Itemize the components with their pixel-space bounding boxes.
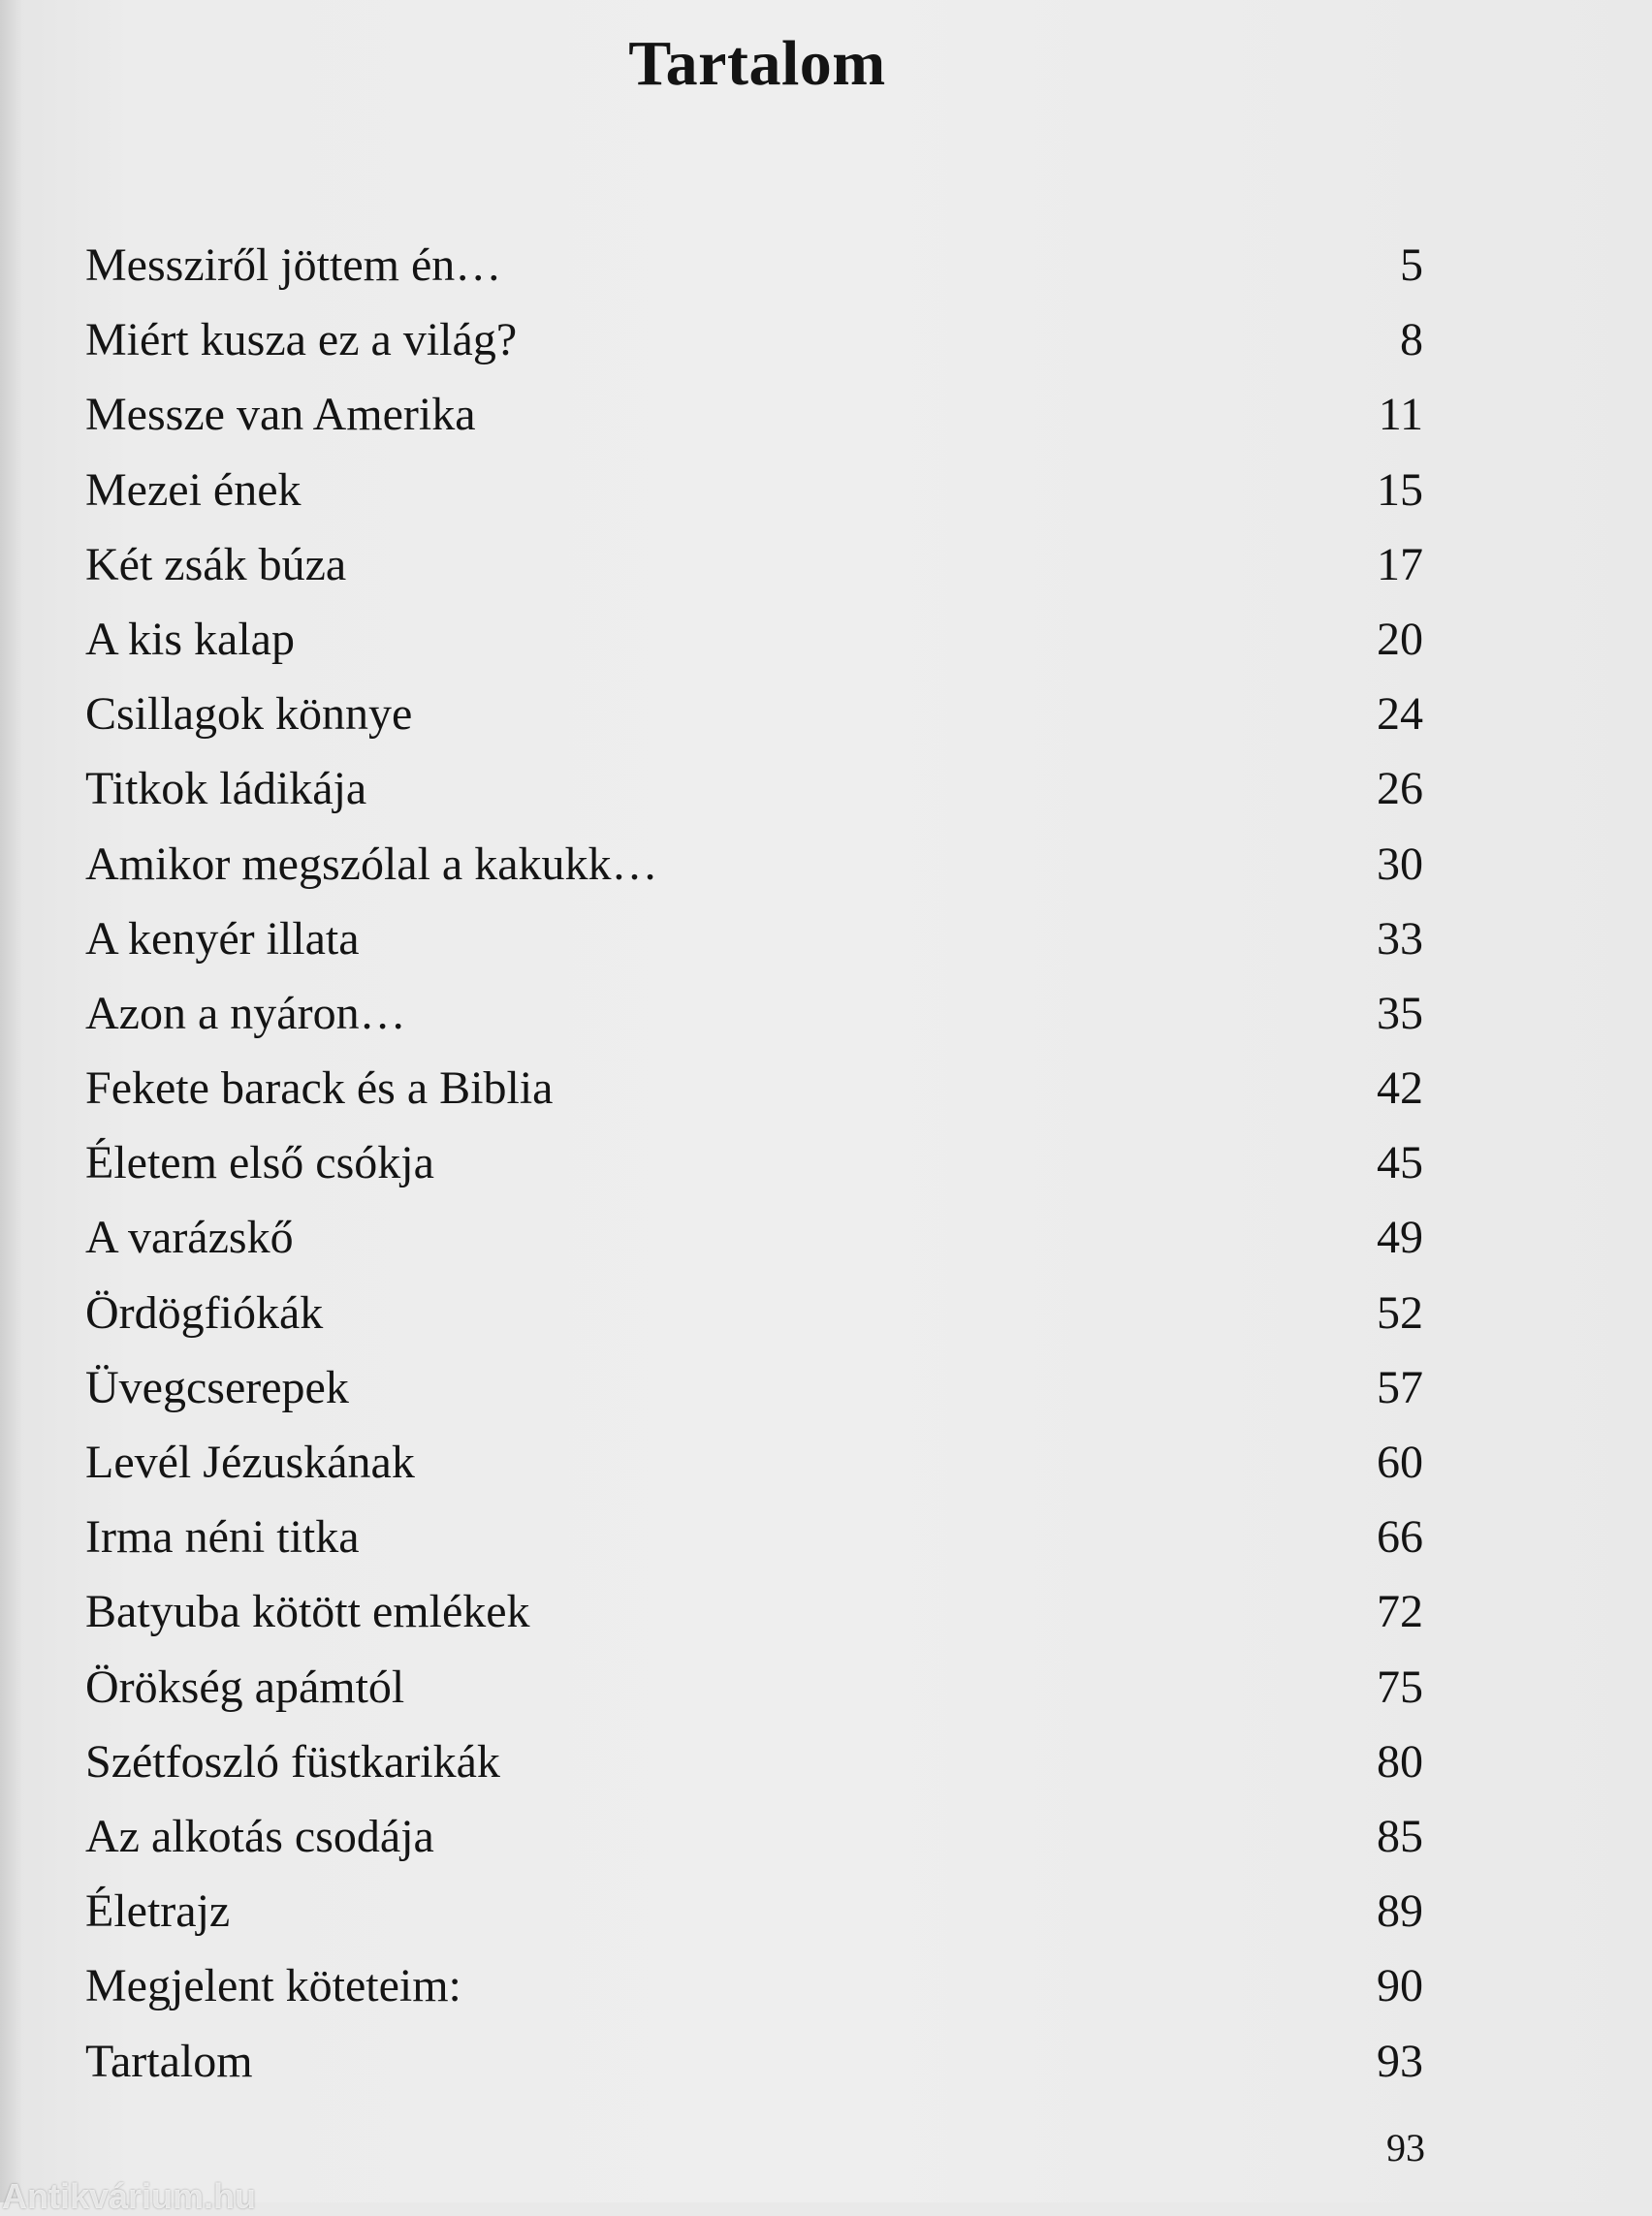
toc-entry-title: Titkok ládikája: [85, 763, 367, 815]
toc-row: [85, 1802, 1423, 1877]
toc-row: [85, 2027, 1423, 2102]
toc-entry-page: 60: [1377, 1437, 1423, 1488]
toc-row: [85, 605, 1423, 680]
toc-entry-page: 35: [1377, 987, 1423, 1039]
toc-row: [85, 1428, 1423, 1503]
toc-entry-page: 85: [1377, 1810, 1423, 1862]
toc-row: [85, 1877, 1423, 1951]
toc-entry-page: 5: [1400, 239, 1423, 291]
toc-entry-title: Levél Jézuskának: [85, 1437, 415, 1488]
toc-entry-page: 75: [1377, 1661, 1423, 1713]
toc-row: [85, 904, 1423, 979]
toc-entry-title: Messziről jöttem én…: [85, 239, 502, 291]
toc-entry-title: Batyuba kötött emlékek: [85, 1586, 530, 1638]
toc-entry-title: Az alkotás csodája: [85, 1810, 434, 1862]
toc-entry-page: 66: [1377, 1511, 1423, 1564]
toc-row: [85, 680, 1423, 754]
toc-row: [85, 1727, 1423, 1802]
page-number: 93: [1386, 2126, 1425, 2169]
toc-entry-page: 93: [1377, 2035, 1423, 2087]
toc-row: [85, 1353, 1423, 1428]
toc-entry-title: Ördögfiókák: [85, 1286, 324, 1339]
toc-entry-page: 49: [1377, 1212, 1423, 1264]
toc-entry-title: Miért kusza ez a világ?: [85, 314, 518, 366]
toc-entry-page: 45: [1377, 1137, 1423, 1189]
toc-row: [85, 305, 1423, 380]
toc-entry-page: 30: [1377, 838, 1423, 890]
toc-entry-title: Csillagok könnye: [85, 688, 413, 741]
toc-row: [85, 754, 1423, 829]
toc-row: [85, 1054, 1423, 1128]
toc-entry-page: 24: [1377, 688, 1423, 741]
toc-entry-title: Irma néni titka: [85, 1511, 360, 1564]
toc-entry-title: Életrajz: [85, 1885, 231, 1938]
toc-entry-page: 17: [1377, 538, 1423, 590]
toc-entry-page: 57: [1377, 1361, 1423, 1413]
toc-entry-title: Örökség apámtól: [85, 1661, 405, 1713]
toc-entry-page: 11: [1378, 389, 1423, 441]
toc-entry-title: Mezei ének: [85, 463, 302, 516]
toc-entry-page: 33: [1377, 912, 1423, 965]
toc-row: [85, 1279, 1423, 1353]
toc-row: [85, 1951, 1423, 2026]
toc-row: [85, 380, 1423, 455]
toc-entry-page: 52: [1377, 1286, 1423, 1339]
toc-entry-title: A kis kalap: [85, 613, 295, 665]
toc-row: [85, 1128, 1423, 1203]
toc-row: [85, 231, 1423, 305]
toc-entry-title: Azon a nyáron…: [85, 987, 406, 1039]
toc-entry-title: Amikor megszólal a kakukk…: [85, 838, 658, 890]
toc-entry-page: 15: [1377, 463, 1423, 516]
toc-entry-page: 42: [1377, 1062, 1423, 1115]
toc-entry-title: Szétfoszló füstkarikák: [85, 1735, 500, 1788]
page-title: Tartalom: [628, 28, 886, 99]
toc-entry-page: 20: [1377, 613, 1423, 665]
toc-entry-title: Tartalom: [85, 2035, 253, 2087]
toc-entry-title: A kenyér illata: [85, 912, 360, 965]
spine-shadow: [0, 0, 21, 2202]
toc-row: [85, 1503, 1423, 1577]
toc-entry-page: 8: [1400, 314, 1423, 366]
toc-row: [85, 1653, 1423, 1727]
toc-entry-title: Két zsák búza: [85, 538, 347, 590]
toc-entry-title: Fekete barack és a Biblia: [85, 1062, 554, 1115]
table-of-contents: [85, 231, 1423, 2102]
toc-row: [85, 979, 1423, 1054]
toc-entry-title: Messze van Amerika: [85, 389, 476, 441]
toc-row: [85, 456, 1423, 530]
watermark: Antikvárium.hu: [2, 2176, 257, 2216]
toc-entry-page: 80: [1377, 1735, 1423, 1788]
toc-entry-page: 72: [1377, 1586, 1423, 1638]
toc-row: [85, 830, 1423, 904]
toc-entry-title: Életem első csókja: [85, 1137, 434, 1189]
toc-row: [85, 1577, 1423, 1652]
toc-entry-title: A varázskő: [85, 1212, 294, 1264]
toc-entry-page: 90: [1377, 1960, 1423, 2012]
toc-entry-title: Megjelent köteteim:: [85, 1960, 461, 2012]
toc-entry-page: 26: [1377, 763, 1423, 815]
toc-entry-title: Üvegcserepek: [85, 1361, 349, 1413]
toc-row: [85, 530, 1423, 605]
toc-row: [85, 1203, 1423, 1278]
toc-entry-page: 89: [1377, 1885, 1423, 1938]
